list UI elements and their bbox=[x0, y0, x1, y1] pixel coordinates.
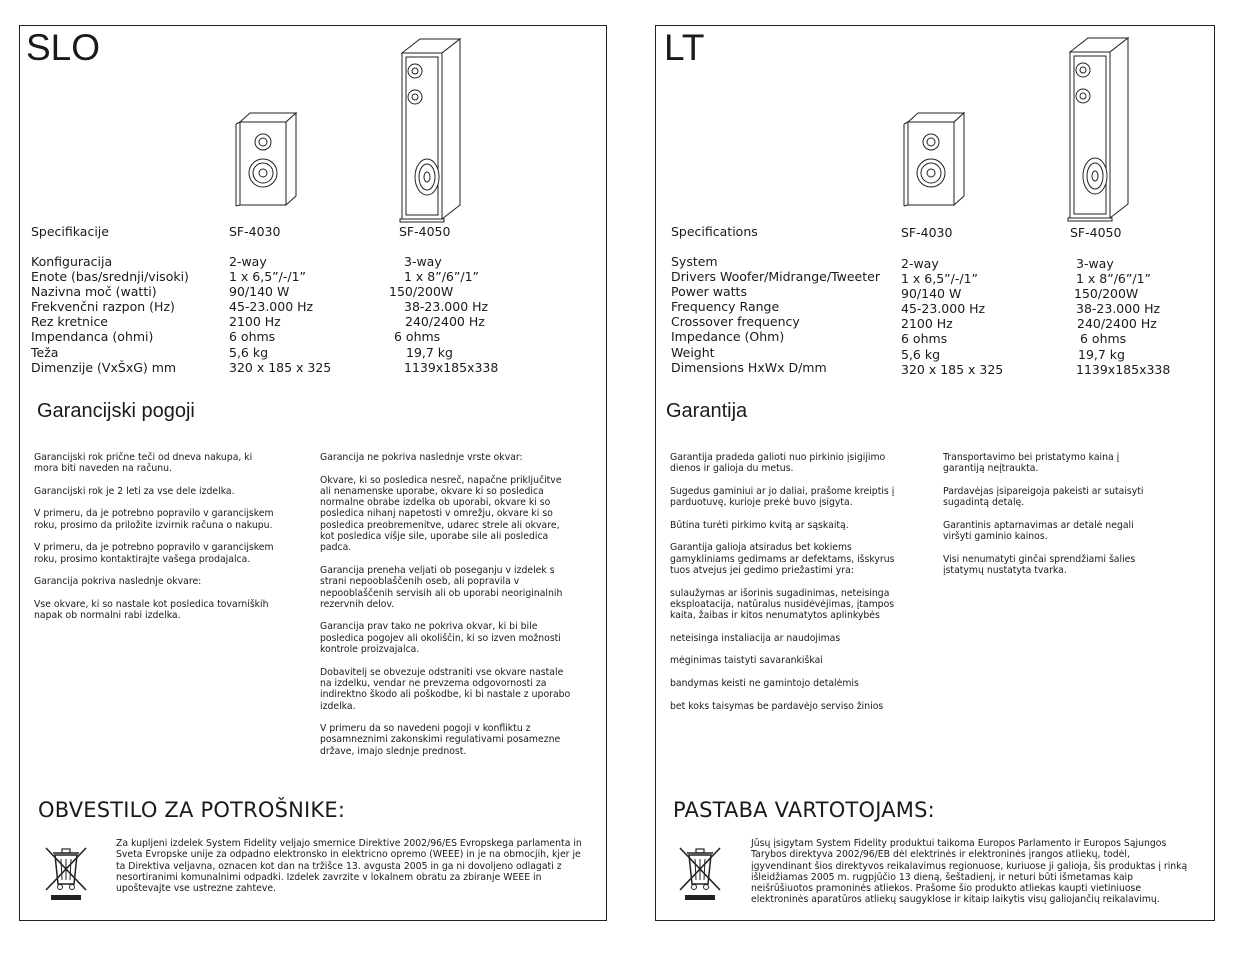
consumer-notice-text: Za kupljeni izdelek System Fidelity veljajo smernice Direktive 2002/96/ES Evropskega parlamenta in Sveta Evropske unije za odpadno elektronsko in elektricno opremo (WEEE) in je na obmocjih, kjer je ta Direktiva veljavna, oznacen kot dan na tržišce 13. avgusta 2005 in ga ni dovoljeno odlagati z nesortiranimi komunalnimi odpadki. Izdelek zavrzite v lokalnem obratu za zbiranje WEEE in upoštevajte vse ustrezne zahteve. bbox=[116, 838, 582, 895]
warranty-paragraph: neteisinga instaliacija ar naudojimas bbox=[670, 632, 841, 644]
warranty-paragraph: V primeru, da je potrebno popravilo v garancijskem roku, prosimo kontaktirajte vašega prodajalca. bbox=[34, 542, 274, 565]
spec-value: 19,7 kg bbox=[1078, 346, 1125, 362]
bookshelf-speaker-illustration bbox=[902, 110, 968, 208]
warranty-paragraph: Okvare, ki so posledica nesreč, napačne priključitve ali nenamenske uporabe, okvare ki so posledica normalne obrabe izdelka ob uporabi, okvare ki so posledica nihanj napetosti v omrežju, okvare ki so posledica preobremenitve, udarec strele ali okvare, kot posledica višje sile, uporabe sile ali posledica padca. bbox=[320, 474, 562, 554]
warranty-paragraph: V primeru, da je potrebno popravilo v garancijskem roku, prosimo da priložite izvirnik računa o nakupu. bbox=[34, 508, 274, 531]
warranty-paragraph: Garancija ne pokriva naslednje vrste okvar: bbox=[320, 452, 523, 463]
bookshelf-speaker-illustration bbox=[234, 110, 300, 208]
spec-values-model-2 bbox=[1076, 256, 1170, 377]
spec-value: 3-way bbox=[1076, 256, 1114, 271]
warranty-paragraph: bet koks taisymas be pardavėjo serviso žinios bbox=[670, 700, 884, 712]
floorstanding-speaker-illustration bbox=[398, 37, 464, 223]
warranty-paragraph: Vse okvare, ki so nastale kot posledica tovarniških napak ob normalni rabi izdelka. bbox=[34, 598, 269, 622]
spec-value: 150/200W bbox=[389, 284, 454, 300]
spec-label: Dimensions HxWx D/mm bbox=[671, 359, 827, 375]
spec-label: Crossover frequency bbox=[671, 314, 800, 330]
spec-value: 240/2400 Hz bbox=[1077, 316, 1157, 332]
spec-label: Drivers Woofer/Midrange/Tweeter bbox=[671, 269, 880, 285]
spec-header-model-1: SF-4030 bbox=[229, 224, 281, 239]
spec-label: System bbox=[671, 254, 718, 269]
spec-header-model-2: SF-4050 bbox=[1070, 225, 1122, 240]
warranty-paragraph: Garantija pradeda galioti nuo pirkinio įsigijimo dienos ir galioja du metus. bbox=[670, 452, 886, 475]
spec-value: 6 ohms bbox=[901, 331, 948, 347]
spec-value: 320 x 185 x 325 bbox=[229, 359, 332, 375]
warranty-paragraph: mėginimas taistyti savarankiškai bbox=[670, 655, 823, 667]
spec-value: 45-23.000 Hz bbox=[901, 301, 986, 317]
spec-value: 6 ohms bbox=[229, 329, 276, 345]
spec-labels bbox=[31, 254, 189, 375]
spec-value: 150/200W bbox=[1074, 286, 1139, 302]
spec-value: 5,6 kg bbox=[229, 344, 269, 360]
spec-label: Power watts bbox=[671, 284, 747, 300]
spec-header-model-1: SF-4030 bbox=[901, 225, 953, 240]
slo-panel bbox=[19, 25, 607, 921]
weee-crossed-bin-icon bbox=[677, 844, 723, 904]
spec-label: Enote (bas/srednji/visoki) bbox=[31, 269, 189, 285]
spec-values-model-2 bbox=[389, 254, 499, 375]
spec-value: 320 x 185 x 325 bbox=[901, 361, 1004, 377]
spec-values-model-1 bbox=[229, 254, 331, 375]
spec-values-model-1 bbox=[901, 256, 1003, 377]
warranty-paragraph: Garancijski rok je 2 leti za vse dele izdelka. bbox=[34, 485, 235, 497]
spec-label: Weight bbox=[671, 344, 715, 360]
warranty-right-column bbox=[320, 452, 572, 768]
warranty-paragraph: Garancija preneha veljati ob poseganju v izdelek s strani nepooblaščenih oseb, ali popravila v nepooblaščenih servisih ali ob uporabi neoriginalnih rezervnih delov. bbox=[320, 564, 563, 610]
spec-value: 90/140 W bbox=[901, 286, 962, 302]
warranty-title: Garancijski pogoji bbox=[37, 400, 195, 422]
spec-value: 45-23.000 Hz bbox=[229, 299, 314, 315]
consumer-notice-title: PASTABA VARTOTOJAMS: bbox=[673, 798, 935, 822]
spec-value: 38-23.000 Hz bbox=[1076, 301, 1161, 317]
language-code: LT bbox=[664, 27, 705, 68]
spec-label: Impedance (Ohm) bbox=[671, 329, 785, 345]
warranty-paragraph: Garancijski rok prične teči od dneva nakupa, ki mora biti naveden na računu. bbox=[34, 452, 253, 475]
spec-value: 1139x185x338 bbox=[1076, 361, 1171, 377]
spec-labels bbox=[671, 254, 880, 375]
spec-value: 2-way bbox=[901, 256, 939, 271]
warranty-paragraph: Visi nenumatyti ginčai sprendžiami šalies įstatymų nustatyta tvarka. bbox=[943, 553, 1136, 576]
spec-header-model-2: SF-4050 bbox=[399, 224, 451, 239]
lt-panel bbox=[655, 25, 1215, 921]
spec-value: 1 x 6,5”/-/1” bbox=[901, 271, 979, 287]
spec-label: Konfiguracija bbox=[31, 254, 113, 269]
spec-label: Teža bbox=[31, 344, 59, 360]
spec-label: Dimenzije (VxŠxG) mm bbox=[31, 359, 177, 375]
spec-value: 1 x 8”/6”/1” bbox=[404, 269, 480, 285]
spec-header-label: Specifications bbox=[671, 224, 758, 239]
spec-label: Rez kretnice bbox=[31, 314, 109, 330]
warranty-paragraph: Pardavėjas įsipareigoja pakeisti ar sutaisyti sugadintą detalę. bbox=[943, 485, 1144, 509]
spec-value: 90/140 W bbox=[229, 284, 290, 300]
warranty-left-column bbox=[670, 452, 910, 723]
spec-label: Nazivna moč (watti) bbox=[31, 284, 157, 300]
warranty-paragraph: Dobavitelj se obvezuje odstraniti vse okvare nastale na izdelku, vendar ne prevzema odgovornosti za indirektno škodo ali poškodbe, ki bi nastale z uporabo izdelka. bbox=[320, 666, 571, 712]
warranty-paragraph: Transportavimo bei pristatymo kaina į garantiją neįtraukta. bbox=[943, 452, 1120, 475]
spec-header-label: Specifikacije bbox=[31, 224, 109, 239]
spec-value: 2100 Hz bbox=[229, 314, 281, 330]
floorstanding-speaker-illustration bbox=[1066, 36, 1132, 222]
spec-value: 2100 Hz bbox=[901, 316, 953, 332]
warranty-paragraph: Garantinis aptarnavimas ar detalė negali viršyti gaminio kainos. bbox=[943, 519, 1134, 543]
consumer-notice-title: OBVESTILO ZA POTROŠNIKE: bbox=[38, 798, 346, 822]
spec-value: 3-way bbox=[404, 254, 442, 269]
spec-value: 5,6 kg bbox=[901, 346, 941, 362]
spec-value: 1 x 8”/6”/1” bbox=[1076, 271, 1152, 287]
spec-label: Impendanca (ohmi) bbox=[31, 329, 154, 345]
language-code: SLO bbox=[26, 27, 101, 68]
warranty-paragraph: V primeru da so navedeni pogoji v konfliktu z posamneznimi zakonskimi regulativami posamezne države, imajo slednje prednost. bbox=[320, 723, 561, 757]
warranty-right-column bbox=[943, 452, 1155, 588]
spec-label: Frequency Range bbox=[671, 299, 780, 315]
spec-value: 240/2400 Hz bbox=[405, 314, 485, 330]
warranty-paragraph: Garantija galioja atsiradus bet kokiems gamykliniams gedimams ar defektams, išskyrus tuos atvejus jei gedimo priežastimi yra: bbox=[670, 542, 895, 576]
spec-value: 1139x185x338 bbox=[404, 359, 499, 375]
spec-value: 38-23.000 Hz bbox=[404, 299, 489, 315]
warranty-left-column bbox=[34, 452, 274, 633]
spec-value: 19,7 kg bbox=[406, 344, 453, 360]
spec-value: 6 ohms bbox=[394, 329, 441, 345]
spec-value: 1 x 6,5”/-/1” bbox=[229, 269, 307, 285]
consumer-notice-text: Jūsų įsigytam System Fidelity produktui taikoma Europos Parlamento ir Europos Sąjungos Tarybos direktyva 2002/96/EB dėl elektrinės ir elektroninės įrangos atliekų, todėl, įgyvendinant šios direktyvos reikalavimus regionuose, kuriuose ji galioja, šis produktas į rinką išleidžiamas 2005 m. rugpjūčio 13 dieną, šeštadienį, ir neturi būti išmetamas kaip neišrūšiuotos pramoninės atliekos. Prašome šio produkto atliekas kaupti vietiniuose elektroninės aparatūros atliekų saugyklose ir kitaip laikytis visų galiojančių reikalavimų. bbox=[751, 838, 1188, 906]
spec-value: 2-way bbox=[229, 254, 267, 269]
warranty-paragraph: sulaužymas ar išorinis sugadinimas, neteisinga eksploatacija, natūralus nusidėvėjimas, įtampos kaita, žaibas ir kitos nenumatytos aplinkybės bbox=[670, 587, 895, 622]
weee-crossed-bin-icon bbox=[43, 844, 89, 904]
warranty-paragraph: Garancija prav tako ne pokriva okvar, ki bi bile posledica pogojev ali okoliščin, ki so izven možnosti kontrole proizvajalca. bbox=[320, 621, 561, 656]
warranty-paragraph: Būtina turėti pirkimo kvitą ar sąskaitą. bbox=[670, 519, 849, 531]
warranty-title: Garantija bbox=[666, 400, 748, 422]
warranty-paragraph: Sugedus gaminiui ar jo daliai, prašome kreiptis į parduotuvę, kurioje prekė buvo įsigyta. bbox=[670, 485, 895, 509]
warranty-paragraph: Garancija pokriva naslednje okvare: bbox=[34, 576, 202, 588]
spec-value: 6 ohms bbox=[1080, 331, 1127, 347]
warranty-paragraph: bandymas keisti ne gamintojo detalėmis bbox=[670, 677, 859, 689]
spec-label: Frekvenčni razpon (Hz) bbox=[31, 299, 175, 315]
